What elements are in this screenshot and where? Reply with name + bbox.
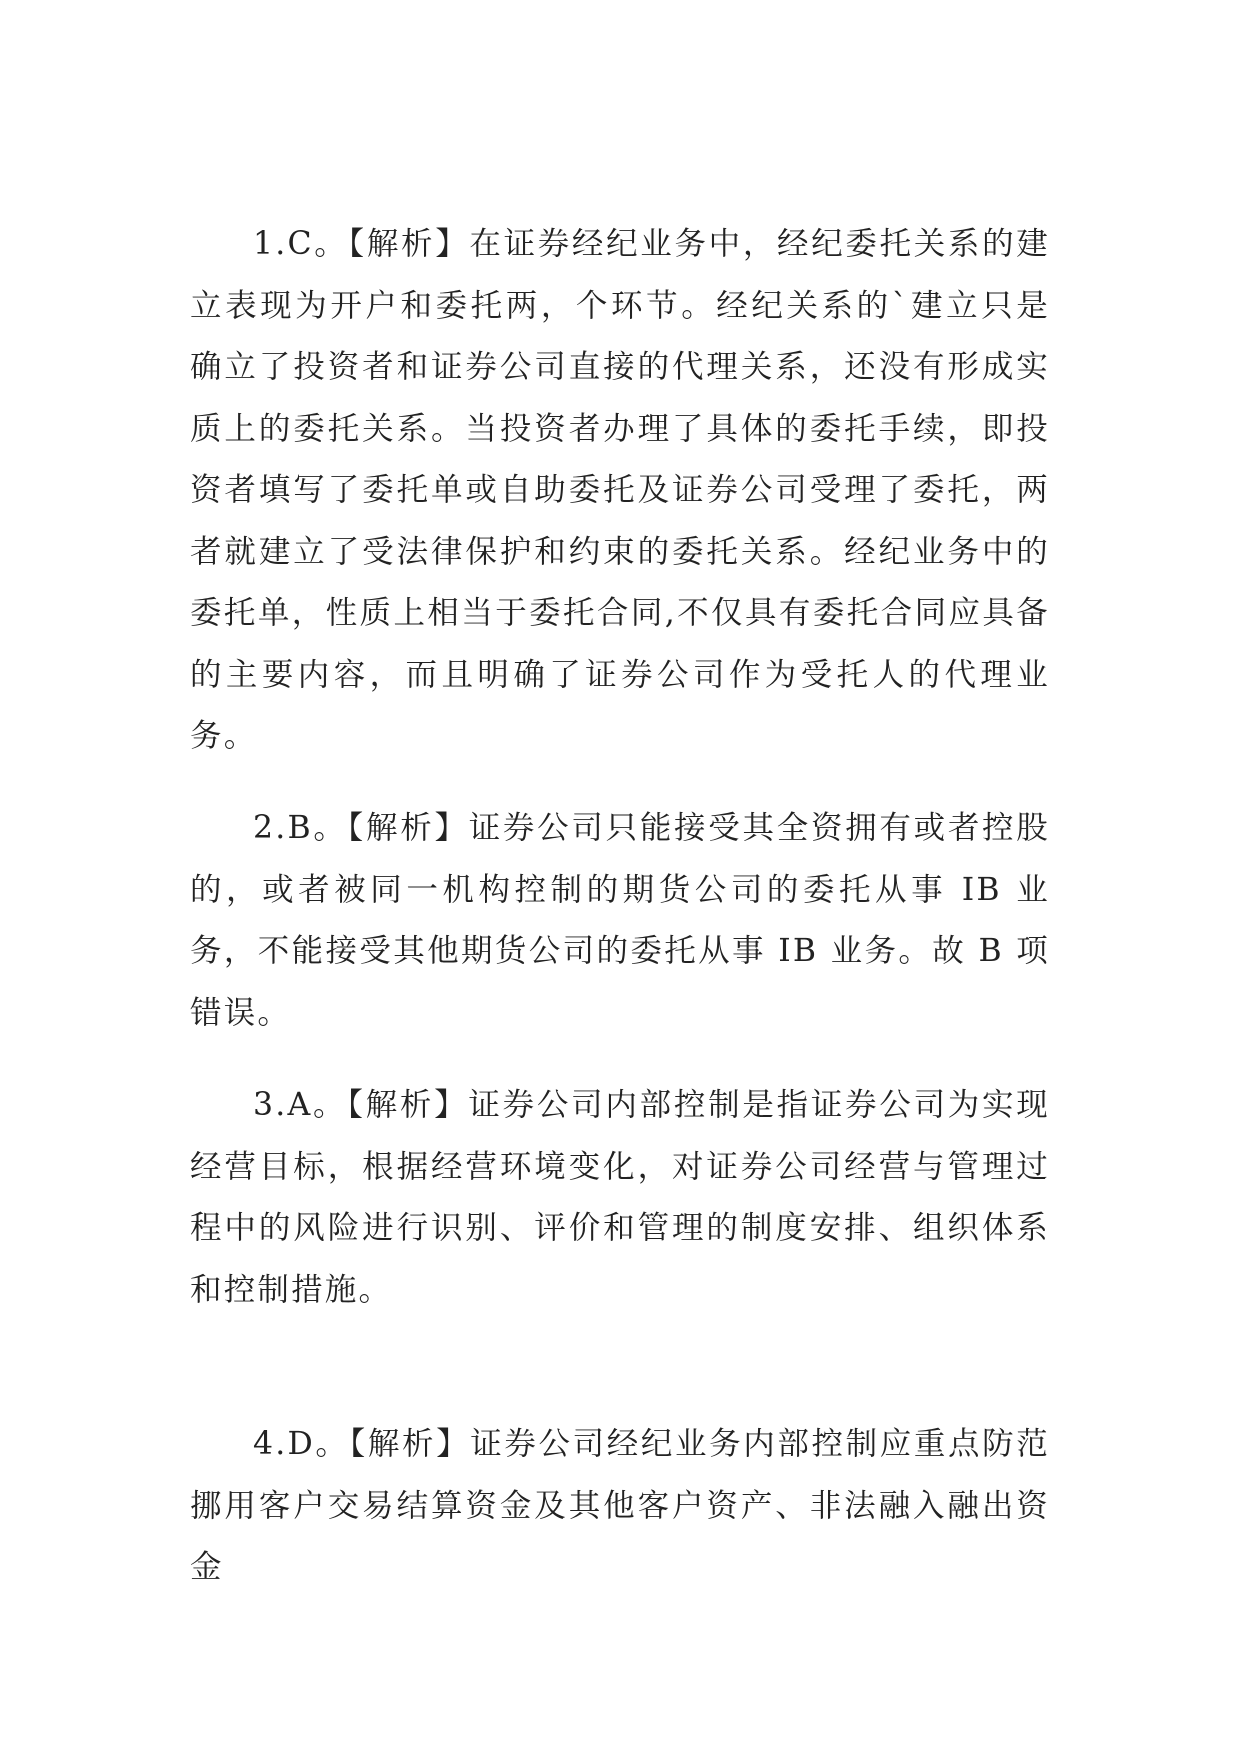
answer-paragraph-4: 4.D。【解析】证券公司经纪业务内部控制应重点防范挪用客户交易结算资金及其他客户资产、非法融入融出资金 [190, 1426, 1050, 1585]
answer-paragraph-3: 3.A。【解析】证券公司内部控制是指证券公司为实现经营目标，根据经营环境变化，对证券公司经营与管理过程中的风险进行识别、评价和管理的制度安排、组织体系和控制措施。 [190, 1087, 1050, 1308]
answer-paragraph-2: 2.B。【解析】证券公司只能接受其全资拥有或者控股的，或者被同一机构控制的期货公司的委托从事 IB 业务，不能接受其他期货公司的委托从事 IB 业务。故 B 项错误。 [190, 810, 1050, 1031]
answer-paragraph-1: 1.C。【解析】在证券经纪业务中，经纪委托关系的建立表现为开户和委托两，个环节。经纪关系的`建立只是确立了投资者和证券公司直接的代理关系，还没有形成实质上的委托关系。当投资者办理了具体的委托手续，即投资者填写了委托单或自助委托及证券公司受理了委托，两者就建立了受法律保护和约束的委托关系。经纪业务中的委托单，性质上相当于委托合同,不仅具有委托合同应具备的主要内容，而且明确了证券公司作为受托人的代理业务。 [190, 226, 1050, 754]
